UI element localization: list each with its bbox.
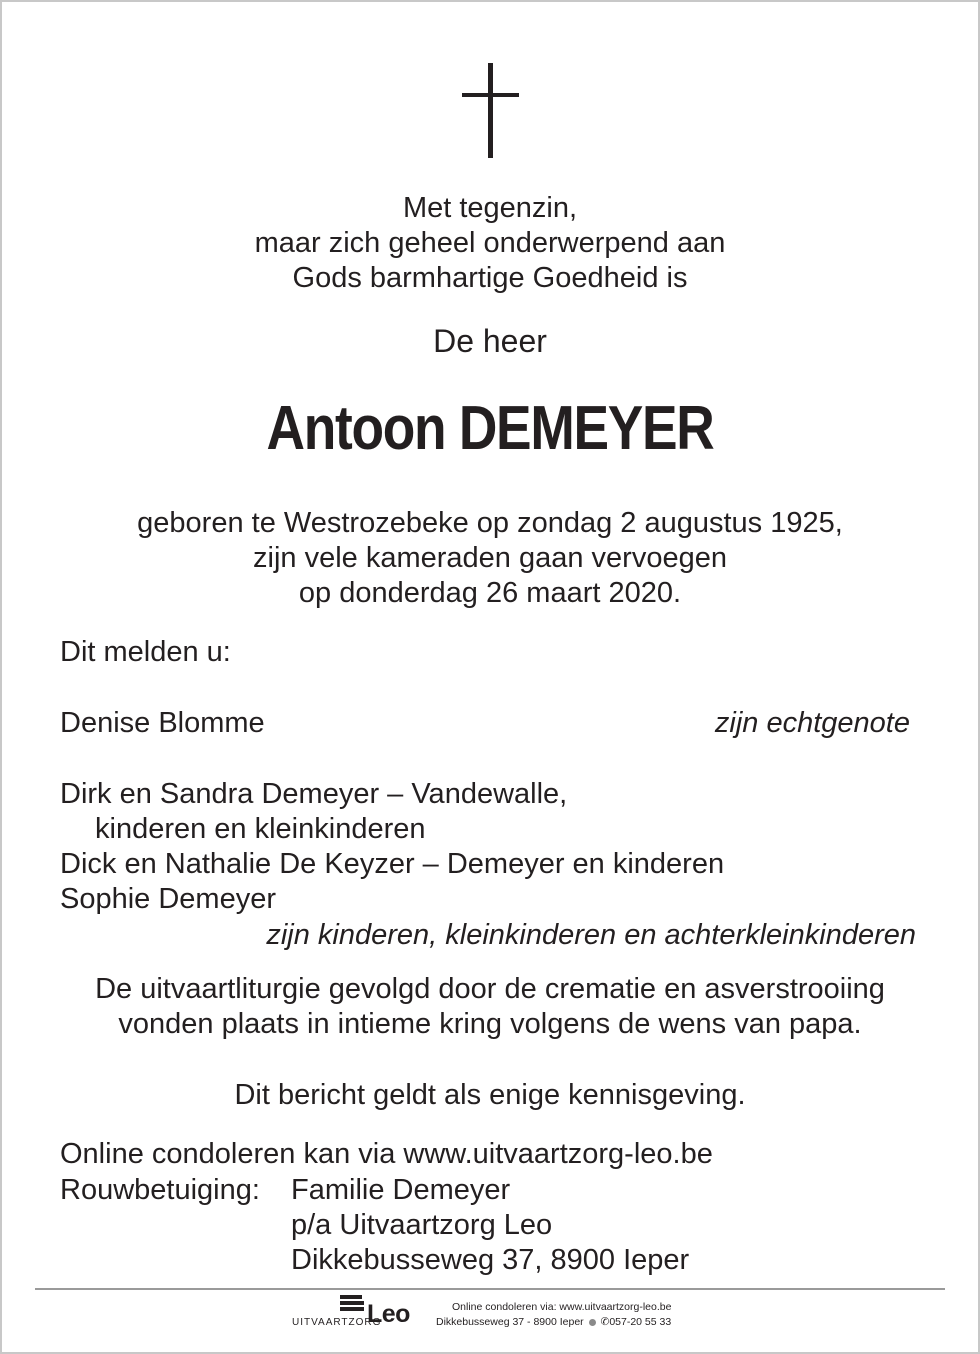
spouse-name: Denise Blomme [60,707,265,739]
family-line-2: kinderen en kleinkinderen [95,813,426,845]
family-line-3: Dick en Nathalie De Keyzer – Demeyer en kinderen [60,848,725,880]
family-relation: zijn kinderen, kleinkinderen en achterkleinkinderen [266,919,916,951]
family-line-4: Sophie Demeyer [60,883,276,915]
bullet-icon [589,1319,596,1326]
address-line-1: Familie Demeyer [291,1174,511,1206]
ceremony-line-2: vonden plaats in intieme kring volgens de wens van papa. [118,1008,862,1040]
leo-logo-icon [340,1295,364,1319]
deceased-name: Antoon DEMEYER [266,394,714,463]
ceremony-line-1: De uitvaartliturgie gevolgd door de crematie en asverstrooiing [95,973,885,1005]
address-line-2: p/a Uitvaartzorg Leo [291,1209,553,1241]
death-line-2: op donderdag 26 maart 2020. [298,577,682,609]
intro-line-1: Met tegenzin, [402,192,578,224]
intro-line-3: Gods barmhartige Goedheid is [292,262,688,294]
online-condolence: Online condoleren kan via www.uitvaartzorg-leo.be [60,1138,713,1170]
footer-online: Online condoleren via: www.uitvaartzorg-leo.be [452,1301,672,1313]
birth-line: geboren te Westrozebeke op zondag 2 augustus 1925, [137,507,843,539]
logo-subtitle: UITVAARTZORG [292,1317,382,1328]
spouse-relation: zijn echtgenote [714,707,910,739]
footer-divider [35,1288,945,1290]
footer-contact [436,1315,671,1330]
address-line-3: Dikkebusseweg 37, 8900 Ieper [291,1244,690,1276]
condolence-label: Rouwbetuiging: [60,1174,260,1206]
notice-line: Dit bericht geldt als enige kennisgeving. [234,1079,746,1111]
logo-name: Leo [367,1300,410,1328]
death-line-1: zijn vele kameraden gaan vervoegen [253,542,727,574]
family-line-1: Dirk en Sandra Demeyer – Vandewalle, [60,778,568,810]
footer-phone: ✆057-20 55 33 [600,1316,672,1328]
announce-label: Dit melden u: [60,636,231,668]
salutation: De heer [433,323,547,359]
footer-address: Dikkebusseweg 37 - 8900 Ieper [436,1316,584,1328]
intro-line-2: maar zich geheel onderwerpend aan [254,227,726,259]
